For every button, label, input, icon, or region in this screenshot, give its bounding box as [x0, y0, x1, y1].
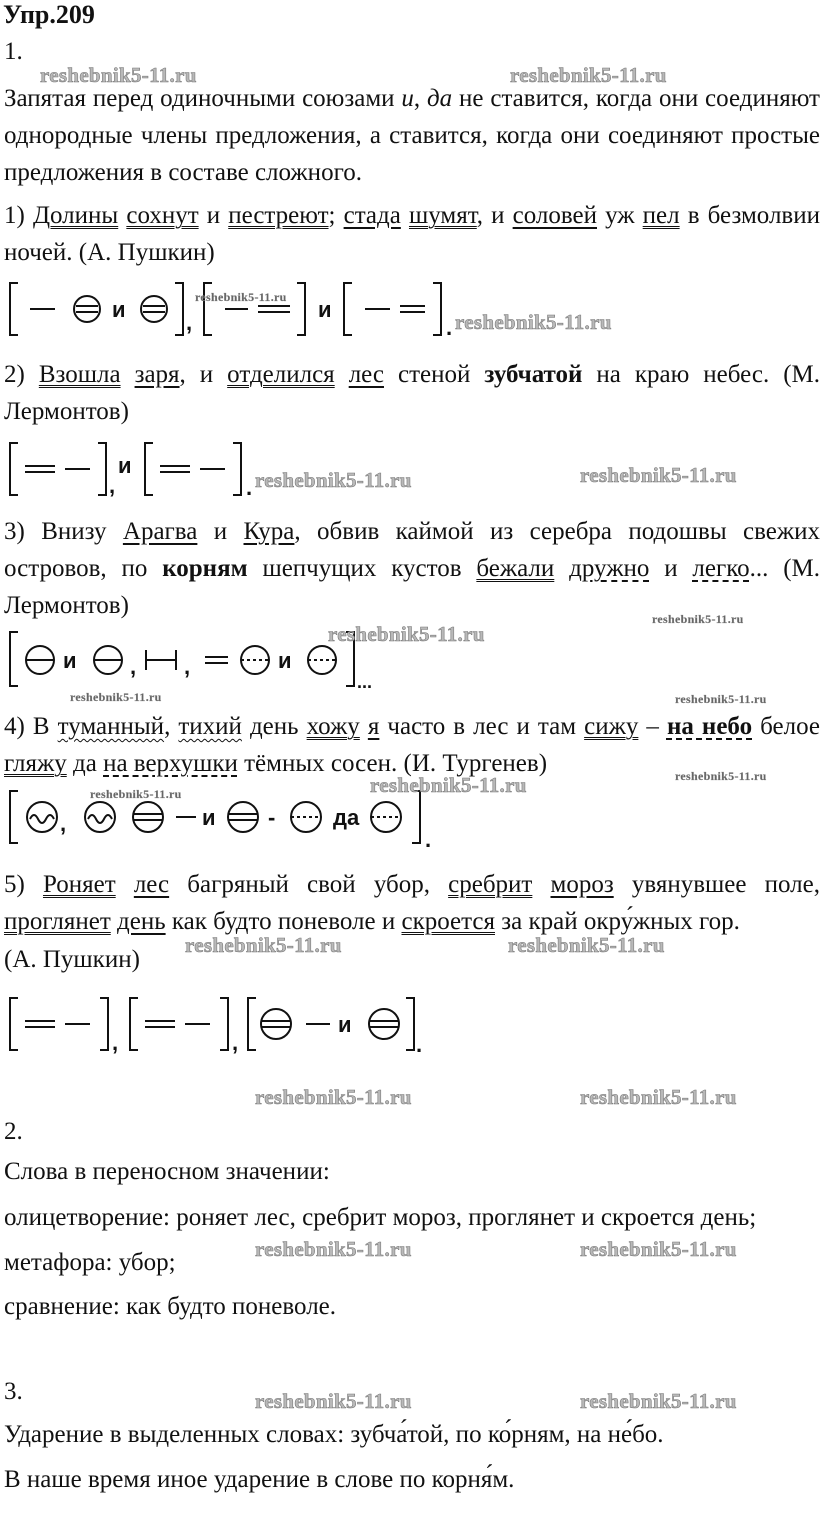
scheme-1-period: .	[446, 315, 453, 340]
watermark: reshebnik5-11.ru	[328, 622, 485, 646]
scheme-4-dash: -	[268, 805, 276, 830]
watermark: reshebnik5-11.ru	[370, 773, 527, 797]
exercise-title: Упр.209	[3, 0, 95, 29]
scheme-4-conj-2: да	[333, 805, 360, 830]
scheme-4-period: .	[425, 827, 432, 852]
watermark: reshebnik5-11.ru	[675, 769, 767, 783]
scheme-3-comma-2: ,	[184, 654, 191, 679]
part2-line-1: олицетворение: роняет лес, сребрит мороз, проглянет и скроется день;	[4, 1204, 757, 1231]
sentence-3: 3) Внизу Арагва и Кура, обвив каймой из серебра подошвы свежих островов, по корням шепчущих кустов бежали дружно и легко... (М. Лермонтов)	[4, 518, 821, 619]
scheme-5-comma-2: ,	[232, 1030, 239, 1055]
watermark: reshebnik5-11.ru	[70, 690, 162, 704]
scheme-5	[0, 992, 460, 1062]
watermark: reshebnik5-11.ru	[652, 612, 744, 626]
watermark: reshebnik5-11.ru	[255, 1085, 412, 1109]
part1-number: 1.	[4, 38, 23, 65]
scheme-4-conj-1: и	[202, 805, 216, 830]
watermark: reshebnik5-11.ru	[255, 1389, 412, 1413]
sentence-5: 5) Роняет лес багряный свой убор, сребрит мороз увянувшее поле, проглянет день как будто поневоле и скроется за край окру́жных гор.	[4, 871, 820, 935]
watermark: reshebnik5-11.ru	[580, 463, 737, 487]
scheme-3-comma-1: ,	[130, 654, 137, 679]
watermark: reshebnik5-11.ru	[510, 63, 667, 87]
scheme-1-conj-2: и	[318, 297, 332, 322]
scheme-1-comma: ,	[186, 310, 193, 335]
part2-line-3: сравнение: как будто поневоле.	[4, 1293, 337, 1320]
sentence-2: 2) Взошла заря, и отделился лес стеной зубчатой на краю небес. (М. Лермонтов)	[4, 361, 821, 425]
watermark: reshebnik5-11.ru	[90, 787, 182, 801]
watermark: reshebnik5-11.ru	[580, 1389, 737, 1413]
watermark: reshebnik5-11.ru	[675, 692, 767, 706]
scheme-3-conj-1: и	[63, 648, 77, 673]
scheme-3-ellipsis: ...	[357, 672, 373, 692]
part3-line-2: В наше время иное ударение в слове по корня́м.	[4, 1466, 515, 1493]
part2-heading: Слова в переносном значении:	[4, 1158, 330, 1185]
part2-line-2: метафора: убор;	[4, 1249, 176, 1276]
sentence-1: 1) Долины сохнут и пестреют; стада шумят, и соловей уж пел в безмолвии ночей. (А. Пушкин)	[4, 202, 820, 266]
sentence-4: 4) В туманный, тихий день хожу я часто в лес и там сижу – на небо белое гляжу да на верхушки тёмных сосен. (И. Тургенев)	[4, 713, 821, 777]
scheme-5-comma-1: ,	[112, 1030, 119, 1055]
part3-line-1: Ударение в выделенных словах: зубча́той, по ко́рням, на не́бо.	[4, 1421, 664, 1448]
scheme-4-comma: ,	[60, 811, 67, 836]
scheme-2-period: .	[246, 475, 253, 500]
scheme-2-comma: ,	[109, 473, 116, 498]
scheme-3-conj-2: и	[278, 648, 292, 673]
watermark: reshebnik5-11.ru	[40, 63, 197, 87]
watermark: reshebnik5-11.ru	[195, 290, 287, 304]
scheme-5-period: .	[416, 1032, 423, 1057]
scheme-1-conj-1: и	[112, 297, 126, 322]
scheme-2-conj: и	[118, 453, 132, 478]
watermark: reshebnik5-11.ru	[580, 1237, 737, 1261]
part3-number: 3.	[4, 1378, 23, 1405]
part2-number: 2.	[4, 1118, 23, 1145]
watermark: reshebnik5-11.ru	[508, 933, 665, 957]
part1-rule: Запятая перед одиночными союзами и, да не ставится, когда они соединяют однородные члены предложения, а ставится, когда они соединяют простые предложения в составе сложного.	[4, 85, 820, 186]
sentence-5-author: (А. Пушкин)	[4, 946, 140, 973]
watermark: reshebnik5-11.ru	[185, 933, 342, 957]
watermark: reshebnik5-11.ru	[455, 310, 612, 334]
scheme-5-conj: и	[338, 1012, 352, 1037]
watermark: reshebnik5-11.ru	[255, 468, 412, 492]
watermark: reshebnik5-11.ru	[580, 1085, 737, 1109]
watermark: reshebnik5-11.ru	[255, 1237, 412, 1261]
